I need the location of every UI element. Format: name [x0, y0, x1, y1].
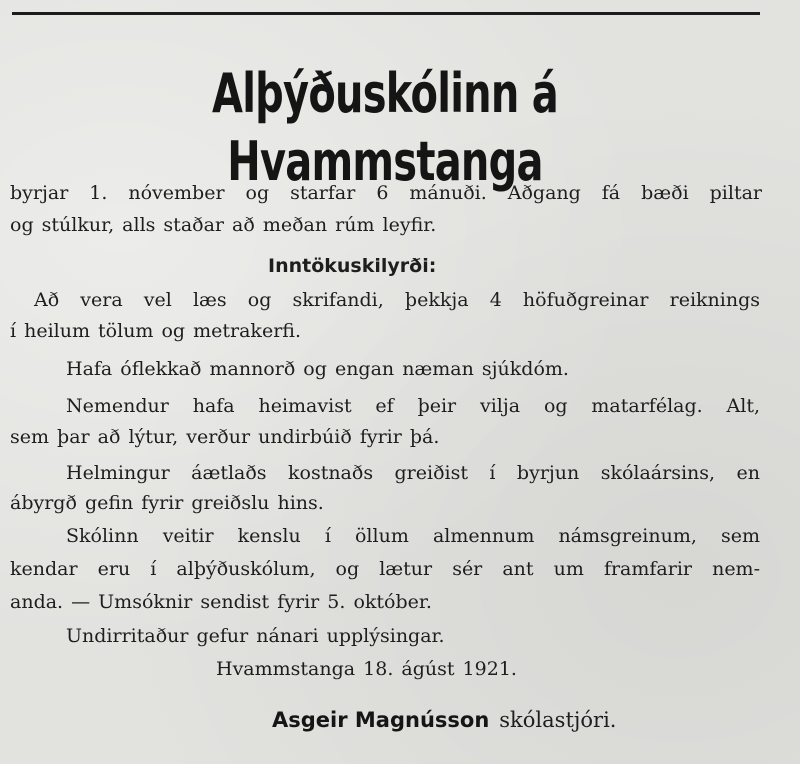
admission-requirements-heading: Inntökuskilyrði:: [268, 255, 437, 277]
signature-title: skólastjóri.: [499, 708, 617, 732]
intro-line: og stúlkur, alls staðar að meðan rúm leyfir.: [10, 214, 437, 236]
paragraph-line: ábyrgð gefin fyrir greiðslu hins.: [10, 492, 324, 514]
paragraph-line: Helmingur áætlaðs kostnaðs greiðist í byrjun skólaársins, en: [66, 462, 760, 484]
paragraph-line: Að vera vel læs og skrifandi, þekkja 4 höfuðgreinar reiknings: [34, 289, 760, 311]
paragraph-line: Undirritaður gefur nánari upplýsingar.: [66, 625, 445, 647]
top-rule: [12, 12, 760, 15]
paragraph-line: Skólinn veitir kenslu í öllum almennum námsgreinum, sem: [66, 525, 760, 547]
signature: [272, 708, 616, 732]
paragraph-line: kendar eru í alþýðuskólum, og lætur sér ant um framfarir nem-: [10, 558, 760, 580]
signature-name: Asgeir Magnússon: [272, 708, 490, 732]
notice-title: Alþýðuskólinn á Hvammstanga: [212, 62, 558, 193]
paragraph-line: sem þar að lýtur, verður undirbúið fyrir þá.: [10, 426, 440, 448]
paragraph-line: í heilum tölum og metrakerfi.: [10, 320, 301, 342]
place-date: Hvammstanga 18. ágúst 1921.: [216, 658, 517, 680]
paragraph-line: Nemendur hafa heimavist ef þeir vilja og matarfélag. Alt,: [66, 395, 760, 417]
paragraph-line: anda. — Umsóknir sendist fyrir 5. október.: [10, 591, 432, 613]
intro-line: byrjar 1. nóvember og starfar 6 mánuði. Aðgang fá bæði piltar: [10, 182, 762, 204]
paragraph-line: Hafa óflekkað mannorð og engan næman sjúkdóm.: [66, 358, 569, 380]
